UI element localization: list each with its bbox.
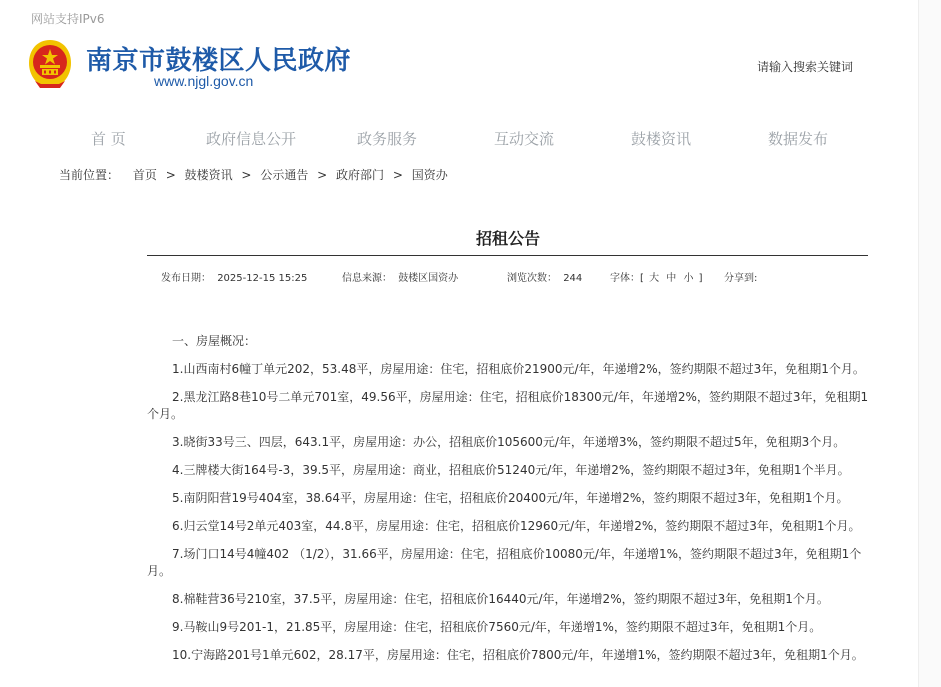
article-title: 招租公告 [475, 229, 540, 248]
site-name[interactable]: 南京市鼓楼区人民政府 [86, 46, 352, 76]
views-meta [507, 269, 582, 284]
search-input[interactable] [757, 60, 877, 74]
nav-item-gov-info-disclosure[interactable]: 政府信息公开 [206, 130, 297, 148]
breadcrumb-item-public-notices[interactable]: 公示通告 [260, 168, 309, 182]
nav-item-gulou-news[interactable]: 鼓楼资讯 [631, 130, 692, 148]
font-size-medium-button[interactable]: 中 [666, 273, 677, 284]
nav-item-data-release[interactable]: 数据发布 [768, 130, 829, 148]
font-size-close-bracket: ] [698, 273, 703, 284]
listing-paragraph: 2.黑龙江路8巷10号二单元701室，49.56平，房屋用途：住宅，招租底价18300元/年，年递增2%，签约期限不超过3年，免租期1个月。 [147, 390, 869, 421]
listing-paragraph: 7.场门口14号4幢402 （1/2），31.66平，房屋用途：住宅，招租底价10080元/年，年递增1%，签约期限不超过3年，免租期1个月。 [147, 547, 862, 578]
main-nav [0, 128, 918, 148]
listing-paragraph: 9.马鞍山9号201-1，21.85平，房屋用途：住宅，招租底价7560元/年，年递增1%，签约期限不超过3年，免租期1个月。 [172, 620, 822, 634]
breadcrumb-separator: > [241, 168, 252, 182]
breadcrumb-separator: > [165, 168, 176, 182]
views-label: 浏览次数： [507, 273, 557, 284]
listing-paragraph: 1.山西南村6幢丁单元202，53.48平，房屋用途：住宅，招租底价21900元/年，年递增2%，签约期限不超过3年，免租期1个月。 [172, 362, 865, 376]
publish-date-label: 发布日期： [161, 273, 211, 284]
site-url[interactable]: www.njgl.gov.cn [154, 73, 254, 89]
national-emblem-icon[interactable] [25, 37, 75, 91]
breadcrumb-item-gov-departments[interactable]: 政府部门 [336, 168, 385, 182]
listing-paragraph: 5.南阴阳营19号404室，38.64平，房屋用途：住宅，招租底价20400元/年，年递增2%，签约期限不超过3年，免租期1个月。 [172, 491, 849, 505]
share-label[interactable]: 分享到: [724, 273, 758, 284]
listing-paragraph: 6.归云堂14号2单元403室，44.8平，房屋用途：住宅，招租底价12960元/年，年递增2%，签约期限不超过3年，免租期1个月。 [172, 519, 861, 533]
scrollbar-track[interactable] [918, 0, 941, 687]
breadcrumb-item-gulou-news[interactable]: 鼓楼资讯 [184, 168, 233, 182]
breadcrumb-label: 当前位置： [59, 168, 120, 182]
breadcrumb-item-sasac-office[interactable]: 国资办 [411, 168, 448, 182]
listing-paragraph: 4.三牌楼大街164号-3，39.5平，房屋用途：商业，招租底价51240元/年，年递增2%，签约期限不超过3年，免租期1个半月。 [172, 463, 850, 477]
font-size-small-button[interactable]: 小 [683, 273, 694, 284]
font-size-control [610, 269, 703, 284]
listing-paragraph: 3.晓街33号三、四层，643.1平，房屋用途：办公，招租底价105600元/年，年递增3%，签约期限不超过5年，免租期3个月。 [172, 435, 846, 449]
source-meta [342, 269, 458, 284]
publish-date-value: 2025-12-15 15:25 [217, 273, 308, 284]
title-divider [147, 255, 868, 256]
nav-item-home[interactable]: 首 页 [91, 130, 126, 148]
font-size-large-button[interactable]: 大 [649, 273, 660, 284]
breadcrumb-item-home[interactable]: 首页 [132, 168, 157, 182]
breadcrumb-separator: > [392, 168, 403, 182]
listing-paragraph: 8.棉鞋营36号210室，37.5平，房屋用途：住宅，招租底价16440元/年，年递增2%，签约期限不超过3年，免租期1个月。 [172, 592, 829, 606]
font-size-label: 字体：[ [610, 273, 644, 284]
nav-item-interaction[interactable]: 互动交流 [494, 130, 555, 148]
publish-date-meta [161, 269, 307, 284]
section-heading: 一、房屋概况： [172, 334, 257, 348]
breadcrumb [59, 166, 448, 183]
listing-paragraph: 10.宁海路201号1单元602，28.17平，房屋用途：住宅，招租底价7800元/年，年递增1%，签约期限不超过3年，免租期1个月。 [172, 648, 864, 662]
ipv6-support-note: 网站支持IPv6 [31, 12, 105, 26]
nav-item-gov-services[interactable]: 政务服务 [357, 130, 418, 148]
breadcrumb-separator: > [317, 168, 328, 182]
source-label: 信息来源： [342, 273, 392, 284]
views-count: 244 [563, 273, 583, 284]
source-value: 鼓楼区国资办 [398, 273, 459, 284]
article-body [147, 333, 872, 675]
